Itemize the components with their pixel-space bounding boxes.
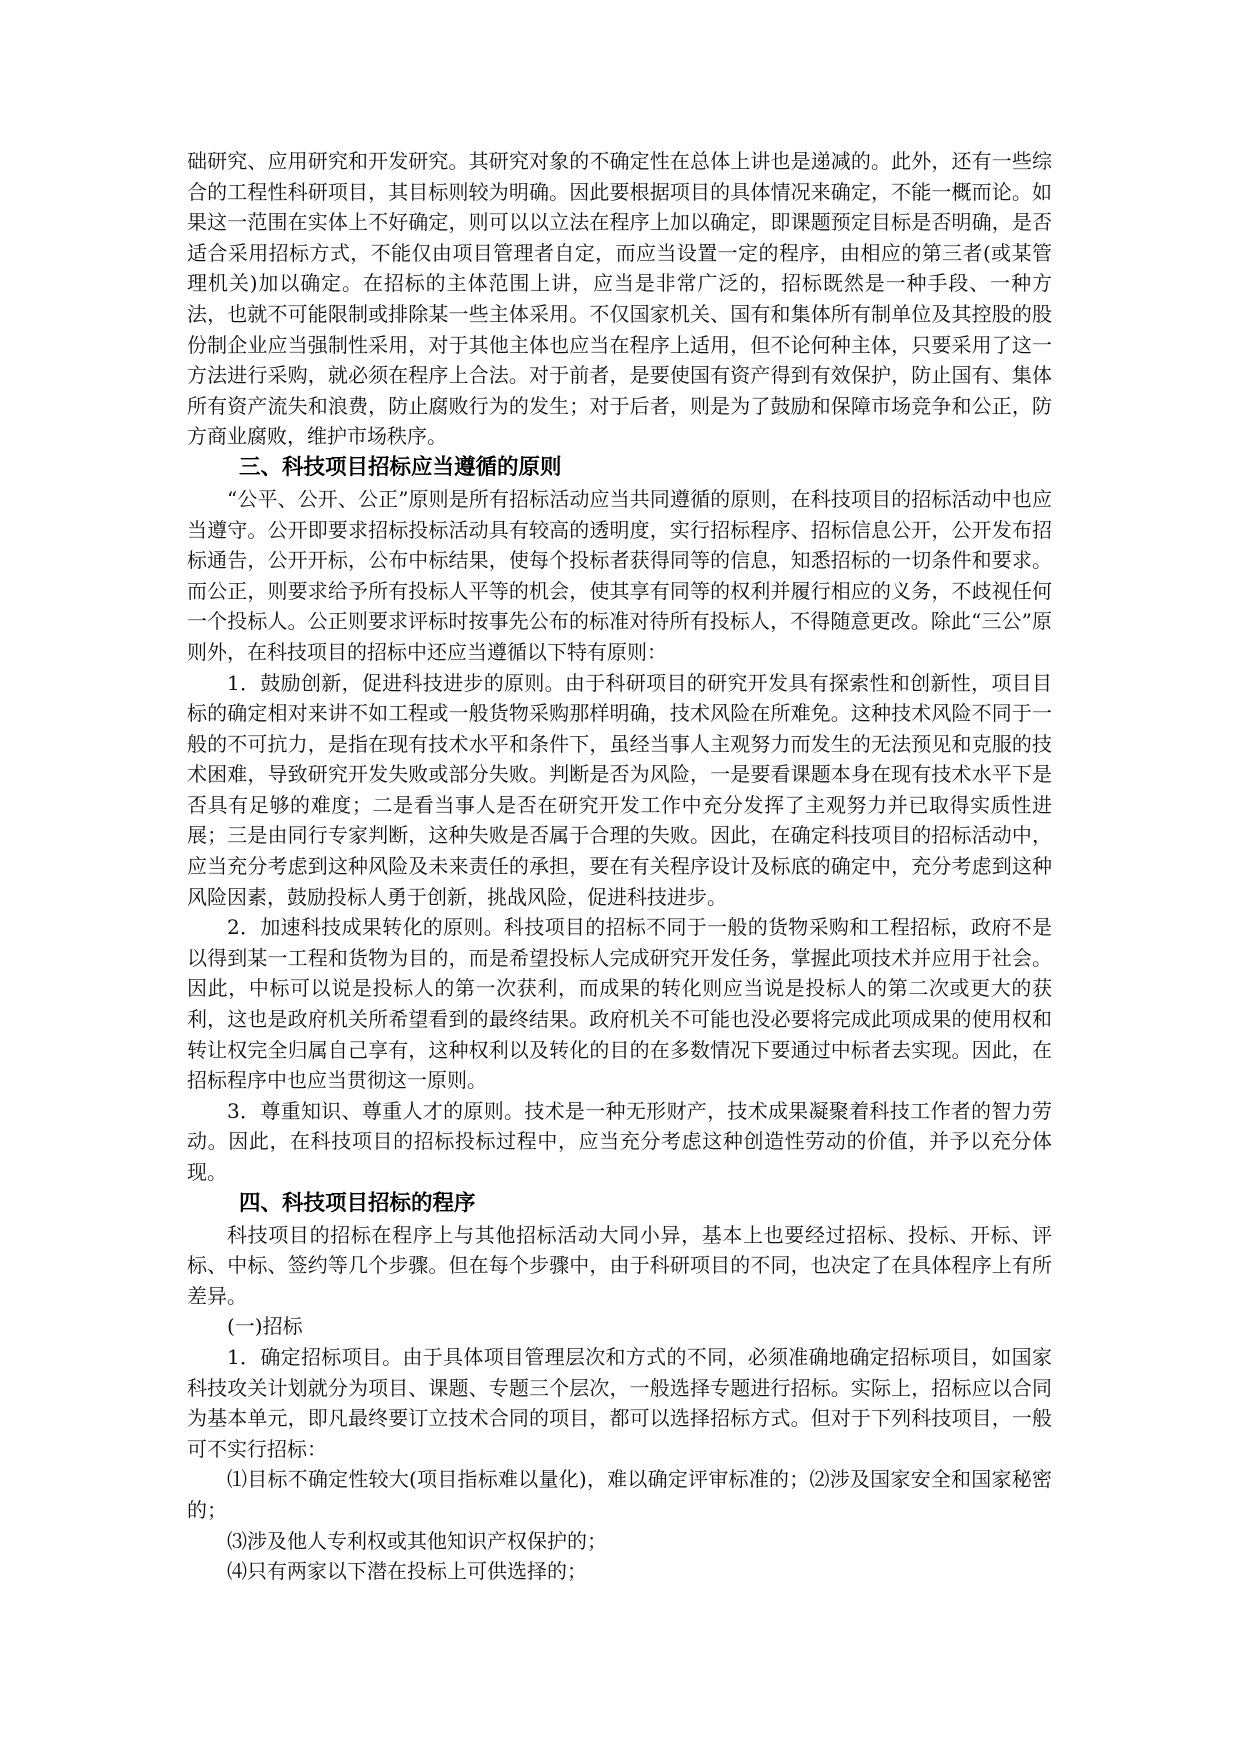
paragraph-principle-1: 1．鼓励创新，促进科技进步的原则。由于科研项目的研究开发具有探索性和创新性，项目目标的确定相对来讲不如工程或一般货物采购那样明确，技术风险在所难免。这种技术风险不同于一般的不可抗力，是指在现有技术水平和条件下，虽经当事人主观努力而发生的无法预见和克服的技术困难，导致研究开发失败或部分失败。判断是否为风险，一是要看课题本身在现有技术水平下是否具有足够的难度；二是看当事人是否在研究开发工作中充分发挥了主观努力并已取得实质性进展；三是由同行专家判断，这种失败是否属于合理的失败。因此，在确定科技项目的招标活动中，应当充分考虑到这种风险及未来责任的承担，要在有关程序设计及标底的确定中，充分考虑到这种风险因素，鼓励投标人勇于创新，挑战风险，促进科技进步。	[187, 670, 1052, 909]
document-page	[187, 146, 1052, 1587]
section-heading-three: 三、科技项目招标应当遵循的原则	[239, 454, 562, 480]
paragraph-principle-2: 2．加速科技成果转化的原则。科技项目的招标不同于一般的货物采购和工程招标，政府不是以得到某一工程和货物为目的，而是希望投标人完成研究开发任务，掌握此项技术并应用于社会。因此，中标可以说是投标人的第一次获利，而成果的转化则应当说是投标人的第二次或更大的获利，这也是政府机关所希望看到的最终结果。政府机关不可能也没必要将完成此项成果的使用权和转让权完全归属自己享有，这种权利以及转化的目的在多数情况下要通过中标者去实现。因此，在招标程序中也应当贯彻这一原则。	[187, 915, 1052, 1093]
paragraph-principle-3: 3．尊重知识、尊重人才的原则。技术是一种无形财产，技术成果凝聚着科技工作者的智力劳动。因此，在科技项目的招标投标过程中，应当充分考虑这种创造性劳动的价值，并予以充分体现。	[187, 1098, 1052, 1184]
paragraph-intro: 础研究、应用研究和开发研究。其研究对象的不确定性在总体上讲也是递减的。此外，还有一些综合的工程性科研项目，其目标则较为明确。因此要根据项目的具体情况来确定，不能一概而论。如果这一范围在实体上不好确定，则可以以立法在程序上加以确定，即课题预定目标是否明确，是否适合采用招标方式，不能仅由项目管理者自定，而应当设置一定的程序，由相应的第三者(或某管理机关)加以确定。在招标的主体范围上讲，应当是非常广泛的，招标既然是一种手段、一种方法，也就不可能限制或排除某一些主体采用。不仅国家机关、国有和集体所有制单位及其控股的股份制企业应当强制性采用，对于其他主体也应当在程序上适用，但不论何种主体，只要采用了这一方法进行采购，就必须在程序上合法。对于前者，是要使国有资产得到有效保护，防止国有、集体所有资产流失和浪费，防止腐败行为的发生；对于后者，则是为了鼓励和保障市场竞争和公正，防方商业腐败，维护市场秩序。	[187, 149, 1052, 449]
paragraph-four-intro: 科技项目的招标在程序上与其他招标活动大同小异，基本上也要经过招标、投标、开标、评标、中标、签约等几个步骤。但在每个步骤中，由于科研项目的不同，也决定了在具体程序上有所差异。	[187, 1222, 1052, 1308]
subsection-heading-tender: (一)招标	[227, 1314, 303, 1339]
section-heading-four: 四、科技项目招标的程序	[239, 1190, 476, 1216]
list-item-3: ⑶涉及他人专利权或其他知识产权保护的；	[227, 1528, 607, 1553]
list-item-4: ⑷只有两家以下潜在投标上可供选择的；	[227, 1559, 587, 1584]
paragraph-three-intro: “公平、公开、公正”原则是所有招标活动应当共同遵循的原则，在科技项目的招标活动中也应当遵守。公开即要求招标投标活动具有较高的透明度，实行招标程序、招标信息公开，公开发布招标通告，公开开标，公布中标结果，使每个投标者获得同等的信息，知悉招标的一切条件和要求。而公正，则要求给予所有投标人平等的机会，使其享有同等的权利并履行相应的义务，不歧视任何一个投标人。公正则要求评标时按事先公布的标准对待所有投标人，不得随意更改。除此“三公”原则外，在科技项目的招标中还应当遵循以下特有原则：	[187, 486, 1052, 664]
list-item-1-2: ⑴目标不确定性较大(项目指标难以量化)，难以确定评审标准的；⑵涉及国家安全和国家秘密的；	[187, 1467, 1052, 1522]
paragraph-tender-1: 1．确定招标项目。由于具体项目管理层次和方式的不同，必须准确地确定招标项目，如国家科技攻关计划就分为项目、课题、专题三个层次，一般选择专题进行招标。实际上，招标应以合同为基本单元，即凡最终要订立技术合同的项目，都可以选择招标方式。但对于下列科技项目，一般可不实行招标：	[187, 1344, 1052, 1461]
